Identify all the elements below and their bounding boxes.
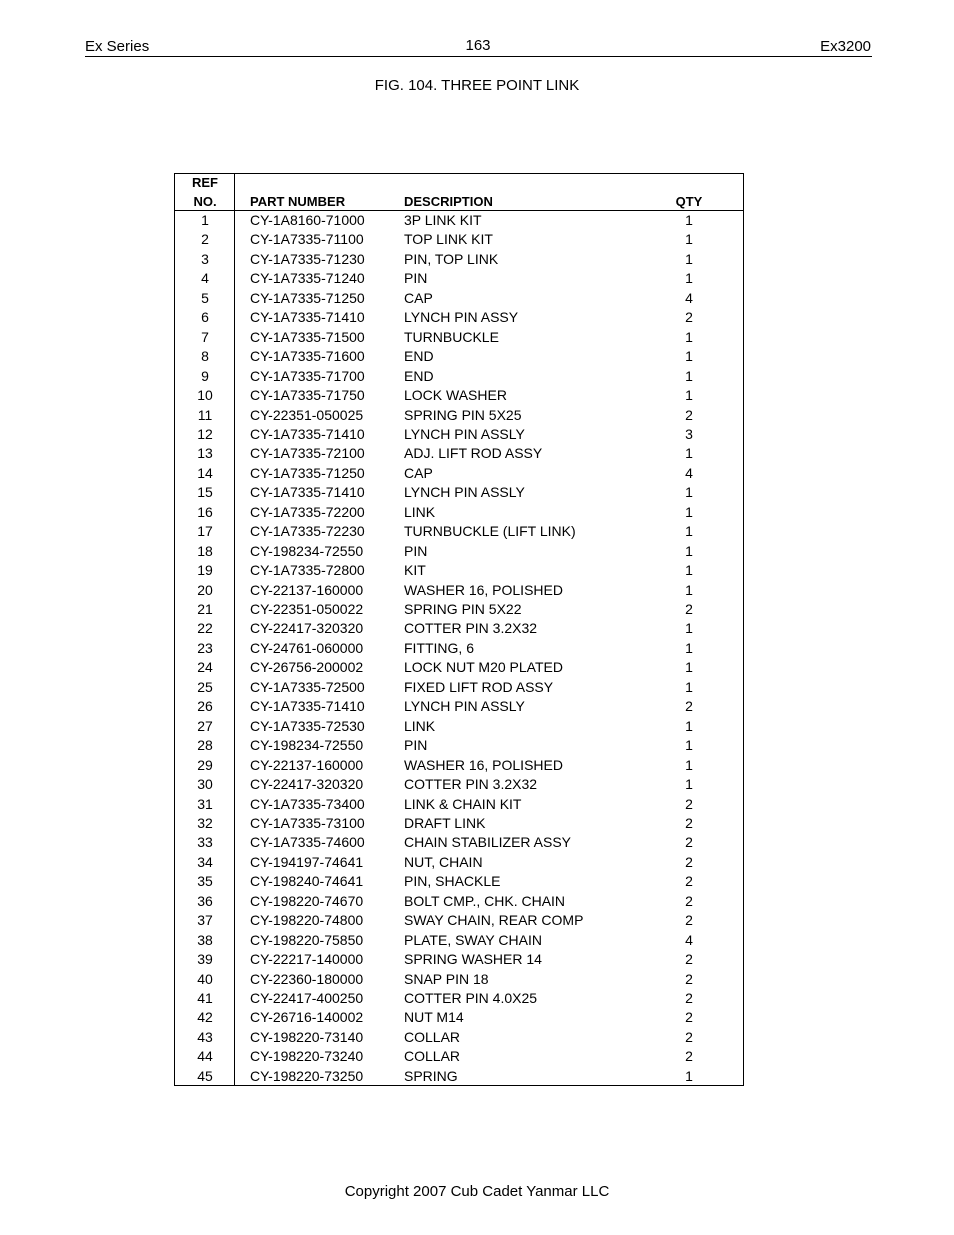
description: NUT M14	[404, 1009, 464, 1026]
ref-number: 3	[201, 250, 209, 267]
ref-number: 42	[197, 1009, 213, 1026]
part-number: CY-22417-400250	[250, 990, 364, 1006]
quantity: 1	[685, 484, 693, 501]
quantity: 1	[685, 503, 693, 520]
quantity: 1	[685, 348, 693, 365]
part-number: CY-198220-73140	[250, 1028, 364, 1045]
description: LINK	[404, 503, 436, 520]
ref-number: 12	[197, 425, 213, 442]
ref-number: 22	[197, 620, 213, 637]
ref-number: 17	[197, 523, 213, 540]
table-row	[175, 211, 743, 230]
table-row	[175, 872, 743, 891]
ref-number: 39	[197, 951, 213, 968]
part-number: CY-1A7335-71230	[250, 250, 365, 267]
table-row	[175, 425, 743, 444]
table-row	[175, 561, 743, 580]
description: LYNCH PIN ASSLY	[404, 484, 525, 501]
quantity: 1	[685, 776, 693, 793]
ref-number: 30	[197, 776, 213, 793]
description: SPRING PIN 5X25	[404, 406, 522, 423]
table-row	[175, 542, 743, 561]
quantity: 1	[685, 1067, 693, 1084]
table-row	[175, 833, 743, 852]
ref-number: 31	[197, 795, 213, 812]
ref-number: 19	[197, 562, 213, 579]
description: CHAIN STABILIZER ASSY	[404, 834, 572, 851]
ref-number: 23	[197, 639, 213, 656]
ref-number: 7	[201, 328, 209, 345]
quantity: 1	[685, 250, 693, 267]
part-number: CY-22217-140000	[250, 951, 364, 968]
table-row	[175, 717, 743, 736]
description: KIT	[404, 562, 426, 579]
part-number: CY-1A7335-72800	[250, 562, 365, 579]
description: TURNBUCKLE	[404, 328, 499, 345]
header-part-number: PART NUMBER	[250, 194, 346, 209]
description: LYNCH PIN ASSLY	[404, 698, 525, 715]
table-row	[175, 658, 743, 677]
description: PIN	[404, 542, 428, 559]
description: FIXED LIFT ROD ASSY	[404, 678, 554, 695]
part-number: CY-1A7335-71410	[250, 484, 365, 501]
part-number: CY-1A7335-71500	[250, 328, 365, 345]
part-number: CY-198220-75850	[250, 931, 364, 948]
part-number: CY-1A7335-71410	[250, 698, 365, 715]
description: END	[404, 348, 434, 365]
part-number: CY-1A7335-71250	[250, 464, 365, 481]
table-row	[175, 853, 743, 872]
table-row	[175, 619, 743, 638]
quantity: 1	[685, 737, 693, 754]
page-number: 163	[465, 37, 491, 54]
header-series: Ex Series	[85, 38, 150, 55]
quantity: 2	[685, 1048, 693, 1065]
quantity: 2	[685, 795, 693, 812]
quantity: 2	[685, 873, 693, 890]
ref-number: 6	[201, 309, 209, 326]
quantity: 1	[685, 523, 693, 540]
part-number: CY-198220-74670	[250, 892, 364, 909]
part-number: CY-1A7335-71700	[250, 367, 365, 384]
ref-number: 45	[197, 1067, 213, 1084]
part-number: CY-22137-160000	[250, 581, 364, 598]
ref-number: 29	[197, 756, 213, 773]
description: LOCK WASHER	[404, 387, 507, 404]
part-number: CY-1A7335-72530	[250, 717, 365, 734]
ref-number: 44	[197, 1048, 213, 1065]
description: SNAP PIN 18	[404, 970, 489, 987]
part-number: CY-1A7335-73400	[250, 795, 365, 812]
table-row	[175, 367, 743, 386]
part-number: CY-1A7335-71100	[250, 231, 364, 248]
parts-table	[174, 173, 744, 1086]
description: WASHER 16, POLISHED	[404, 756, 563, 773]
ref-number: 16	[197, 503, 213, 520]
part-number: CY-22360-180000	[250, 970, 364, 987]
header-qty: QTY	[675, 194, 703, 209]
table-row	[175, 328, 743, 347]
table-row	[175, 250, 743, 269]
ref-number: 18	[197, 542, 213, 559]
description: LINK & CHAIN KIT	[404, 795, 522, 812]
ref-number: 27	[197, 717, 213, 734]
part-number: CY-22351-050022	[250, 601, 364, 617]
table-row	[175, 775, 743, 794]
part-number: CY-24761-060000	[250, 639, 364, 656]
part-number: CY-1A7335-72100	[250, 445, 365, 462]
quantity: 2	[685, 951, 693, 968]
part-number: CY-1A7335-72200	[250, 503, 365, 520]
ref-number: 11	[197, 406, 213, 423]
part-number: CY-198240-74641	[250, 873, 364, 890]
ref-number: 21	[197, 601, 213, 617]
description: COTTER PIN 4.0X25	[404, 990, 538, 1006]
quantity: 1	[685, 639, 693, 656]
table-row	[175, 483, 743, 502]
quantity: 2	[685, 892, 693, 909]
table-row	[175, 639, 743, 658]
table-row	[175, 347, 743, 366]
copyright-footer: Copyright 2007 Cub Cadet Yanmar LLC	[344, 1183, 610, 1200]
table-row	[175, 444, 743, 463]
quantity: 1	[685, 387, 693, 404]
quantity: 1	[685, 367, 693, 384]
quantity: 2	[685, 309, 693, 326]
ref-number: 33	[197, 834, 213, 851]
quantity: 1	[685, 756, 693, 773]
table-row	[175, 230, 743, 249]
description: SPRING WASHER 14	[404, 951, 542, 968]
table-row	[175, 814, 743, 833]
part-number: CY-22417-320320	[250, 620, 364, 637]
quantity: 1	[685, 231, 693, 248]
part-number: CY-1A7335-73100	[250, 814, 365, 831]
header-ref-line1: REF	[192, 175, 218, 190]
description: PLATE, SWAY CHAIN	[404, 931, 542, 948]
quantity: 1	[685, 562, 693, 579]
description: FITTING, 6	[404, 639, 474, 656]
quantity: 2	[685, 1009, 693, 1026]
part-number: CY-1A7335-72230	[250, 523, 365, 540]
ref-number: 13	[197, 445, 213, 462]
ref-number: 28	[197, 737, 213, 754]
table-row	[175, 600, 743, 619]
quantity: 4	[685, 931, 693, 948]
quantity: 4	[685, 464, 693, 481]
ref-number: 4	[201, 270, 209, 287]
part-number: CY-22137-160000	[250, 756, 364, 773]
part-number: CY-1A7335-72500	[250, 678, 365, 695]
part-number: CY-198234-72550	[250, 737, 364, 754]
part-number: CY-22351-050025	[250, 406, 364, 423]
ref-number: 1	[201, 212, 209, 228]
part-number: CY-1A7335-74600	[250, 834, 365, 851]
quantity: 2	[685, 912, 693, 929]
table-row	[175, 269, 743, 288]
ref-number: 8	[201, 348, 209, 365]
part-number: CY-1A7335-71600	[250, 348, 365, 365]
table-row	[175, 1008, 743, 1027]
table-row	[175, 911, 743, 930]
ref-number: 40	[197, 970, 213, 987]
table-row	[175, 950, 743, 969]
description: 3P LINK KIT	[404, 212, 482, 228]
table-row	[175, 503, 743, 522]
description: SPRING PIN 5X22	[404, 601, 522, 617]
ref-number: 24	[197, 659, 213, 676]
quantity: 1	[685, 445, 693, 462]
description: COLLAR	[404, 1028, 461, 1045]
ref-number: 34	[197, 853, 213, 870]
description: COTTER PIN 3.2X32	[404, 620, 538, 637]
quantity: 2	[685, 1028, 693, 1045]
ref-number: 41	[197, 990, 213, 1006]
part-number: CY-198220-73250	[250, 1067, 364, 1084]
ref-number: 5	[201, 289, 209, 306]
description: PIN, SHACKLE	[404, 873, 501, 890]
table-row	[175, 931, 743, 950]
ref-number: 38	[197, 931, 213, 948]
part-number: CY-22417-320320	[250, 776, 364, 793]
ref-number: 35	[197, 873, 213, 890]
ref-number: 2	[201, 231, 209, 248]
quantity: 2	[685, 814, 693, 831]
description: LYNCH PIN ASSLY	[404, 425, 525, 442]
quantity: 2	[685, 406, 693, 423]
table-row	[175, 1028, 743, 1047]
ref-number: 9	[201, 367, 209, 384]
table-row	[175, 308, 743, 327]
part-number: CY-198220-74800	[250, 912, 364, 929]
quantity: 2	[685, 853, 693, 870]
part-number: CY-26716-140002	[250, 1009, 364, 1026]
part-number: CY-198234-72550	[250, 542, 364, 559]
ref-number: 37	[197, 912, 213, 929]
header-description: DESCRIPTION	[404, 194, 493, 209]
part-number: CY-1A7335-71410	[250, 425, 365, 442]
quantity: 2	[685, 698, 693, 715]
description: SWAY CHAIN, REAR COMP	[404, 912, 584, 929]
ref-number: 36	[197, 892, 213, 909]
table-row	[175, 989, 743, 1008]
description: PIN, TOP LINK	[404, 250, 499, 267]
quantity: 1	[685, 717, 693, 734]
table-row	[175, 464, 743, 483]
ref-number: 43	[197, 1028, 213, 1045]
ref-number: 20	[197, 581, 213, 598]
description: WASHER 16, POLISHED	[404, 581, 563, 598]
table-row	[175, 1067, 743, 1086]
quantity: 4	[685, 289, 693, 306]
table-row	[175, 406, 743, 425]
table-row	[175, 697, 743, 716]
table-row	[175, 756, 743, 775]
ref-number: 32	[197, 814, 213, 831]
part-number: CY-1A7335-71240	[250, 270, 365, 287]
table-row	[175, 678, 743, 697]
ref-number: 25	[197, 678, 213, 695]
description: CAP	[404, 289, 433, 306]
ref-number: 10	[197, 387, 213, 404]
table-row	[175, 1047, 743, 1066]
quantity: 1	[685, 270, 693, 287]
quantity: 2	[685, 970, 693, 987]
description: PIN	[404, 270, 428, 287]
quantity: 1	[685, 328, 693, 345]
quantity: 3	[685, 425, 693, 442]
quantity: 2	[685, 601, 693, 617]
description: NUT, CHAIN	[404, 853, 483, 870]
description: BOLT CMP., CHK. CHAIN	[404, 892, 566, 909]
table-row	[175, 386, 743, 405]
description: TURNBUCKLE (LIFT LINK)	[404, 523, 576, 540]
description: CAP	[404, 464, 433, 481]
table-row	[175, 970, 743, 989]
description: COLLAR	[404, 1048, 461, 1065]
part-number: CY-1A8160-71000	[250, 212, 365, 228]
description: ADJ. LIFT ROD ASSY	[404, 445, 543, 462]
quantity: 1	[685, 581, 693, 598]
description: LYNCH PIN ASSY	[404, 309, 519, 326]
description: LOCK NUT M20 PLATED	[404, 659, 563, 676]
header-model: Ex3200	[820, 38, 871, 55]
quantity: 2	[685, 990, 693, 1006]
quantity: 1	[685, 542, 693, 559]
header-divider	[85, 56, 872, 57]
figure-title: FIG. 104. THREE POINT LINK	[374, 77, 580, 94]
description: SPRING	[404, 1067, 458, 1084]
header-ref-line2: NO.	[193, 194, 217, 209]
part-number: CY-26756-200002	[250, 659, 364, 676]
description: TOP LINK KIT	[404, 231, 493, 248]
description: DRAFT LINK	[404, 814, 486, 831]
ref-number: 26	[197, 698, 213, 715]
description: LINK	[404, 717, 436, 734]
table-row	[175, 795, 743, 814]
quantity: 1	[685, 212, 693, 228]
quantity: 1	[685, 659, 693, 676]
table-row	[175, 289, 743, 308]
quantity: 1	[685, 620, 693, 637]
description: PIN	[404, 737, 428, 754]
table-row	[175, 892, 743, 911]
part-number: CY-1A7335-71410	[250, 309, 365, 326]
part-number: CY-1A7335-71250	[250, 289, 365, 306]
table-row	[175, 581, 743, 600]
quantity: 1	[685, 678, 693, 695]
description: END	[404, 367, 434, 384]
part-number: CY-1A7335-71750	[250, 387, 365, 404]
ref-number: 15	[197, 484, 213, 501]
table-row	[175, 522, 743, 541]
ref-number: 14	[197, 464, 213, 481]
part-number: CY-198220-73240	[250, 1048, 364, 1065]
part-number: CY-194197-74641	[250, 853, 364, 870]
description: COTTER PIN 3.2X32	[404, 776, 538, 793]
table-row	[175, 736, 743, 755]
quantity: 2	[685, 834, 693, 851]
